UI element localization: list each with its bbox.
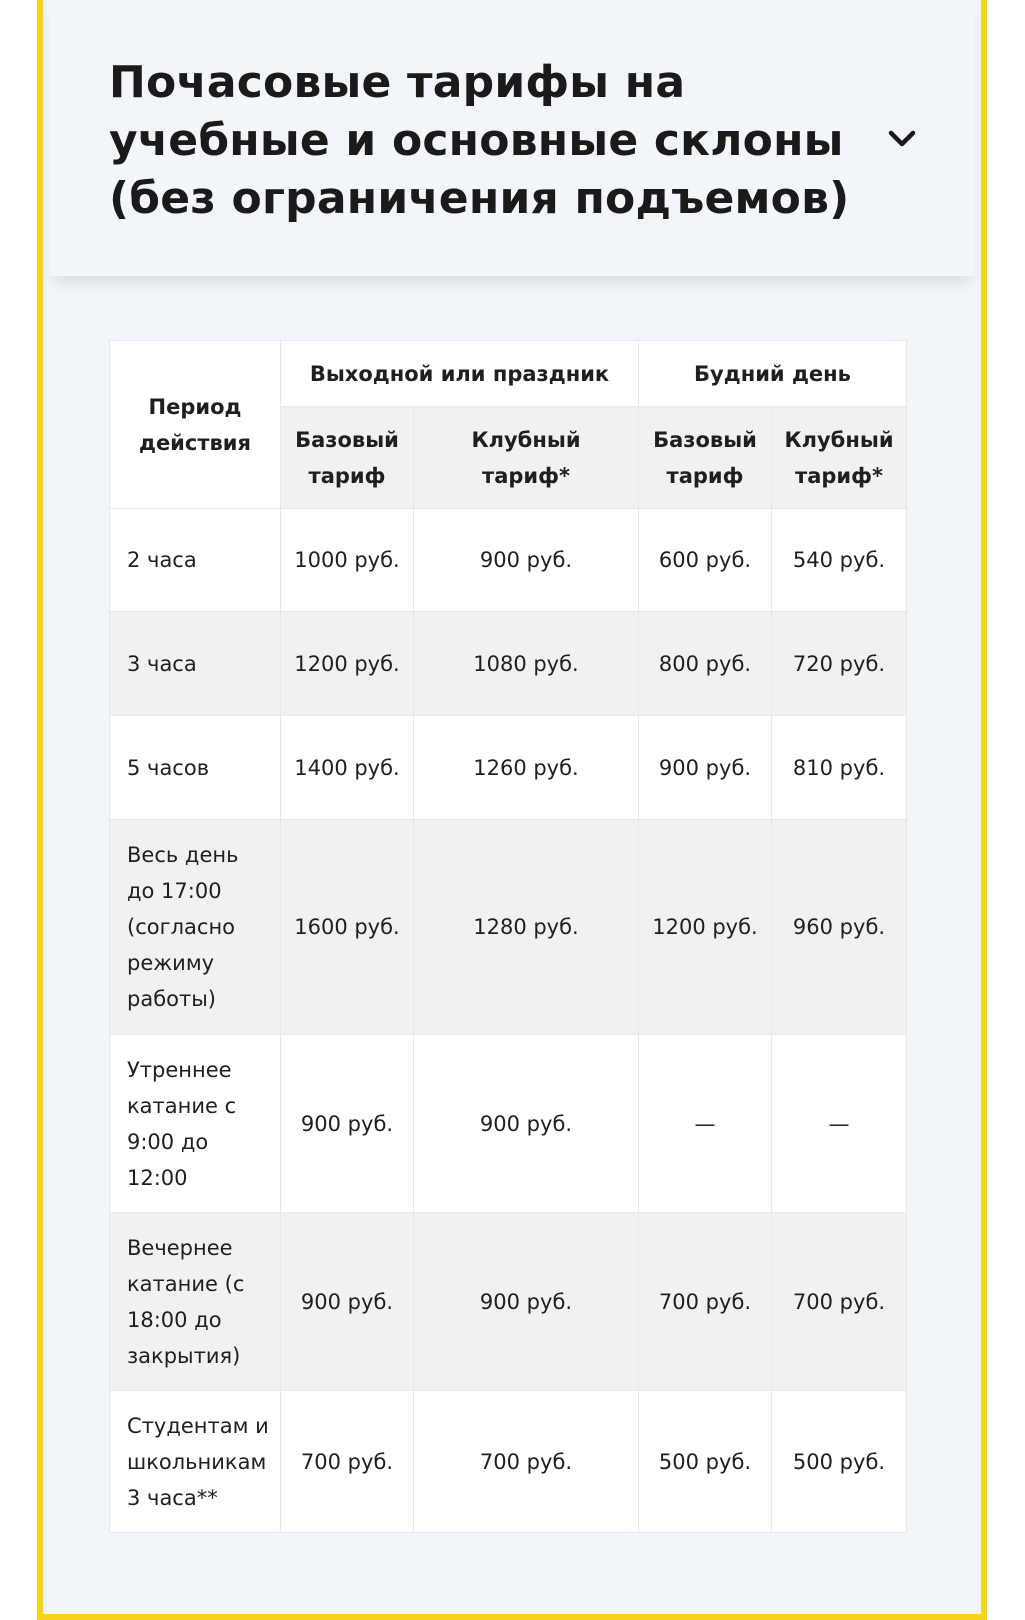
- period-cell: Утреннее катание с 9:00 до 12:00: [110, 1035, 281, 1213]
- tariff-table-wrapper: [109, 340, 906, 1533]
- price-cell: 700 руб.: [414, 1391, 639, 1533]
- subheader-weekday-club: Клубный тариф*: [772, 407, 907, 509]
- table-row: [110, 1035, 907, 1213]
- price-cell: 700 руб.: [281, 1391, 414, 1533]
- price-cell: 1600 руб.: [281, 820, 414, 1035]
- price-cell: 800 руб.: [639, 612, 772, 716]
- period-cell: Вечернее катание (с 18:00 до закрытия): [110, 1213, 281, 1391]
- period-header: Период действия: [110, 341, 281, 509]
- price-cell: 540 руб.: [772, 509, 907, 612]
- price-cell: —: [639, 1035, 772, 1213]
- period-cell: Весь день до 17:00 (согласно режиму работы): [110, 820, 281, 1035]
- price-cell: 1080 руб.: [414, 612, 639, 716]
- weekend-group-header: Выходной или праздник: [281, 341, 639, 407]
- table-row: [110, 1391, 907, 1533]
- price-cell: 900 руб.: [414, 509, 639, 612]
- price-cell: 1000 руб.: [281, 509, 414, 612]
- price-cell: 960 руб.: [772, 820, 907, 1035]
- subheader-weekday-base: Базовый тариф: [639, 407, 772, 509]
- accordion-title[interactable]: Почасовые тарифы на учебные и основные склоны (без ограничения подъемов): [109, 57, 850, 224]
- tariff-card: [37, 0, 987, 1620]
- table-row: [110, 1213, 907, 1391]
- price-cell: 1400 руб.: [281, 716, 414, 820]
- price-cell: 900 руб.: [639, 716, 772, 820]
- tariff-table: [109, 340, 907, 1533]
- period-cell: 2 часа: [110, 509, 281, 612]
- table-row: [110, 509, 907, 612]
- price-cell: 1200 руб.: [281, 612, 414, 716]
- price-cell: 700 руб.: [772, 1213, 907, 1391]
- period-cell: 5 часов: [110, 716, 281, 820]
- price-cell: 1280 руб.: [414, 820, 639, 1035]
- price-cell: —: [772, 1035, 907, 1213]
- weekday-group-header: Будний день: [639, 341, 907, 407]
- period-cell: 3 часа: [110, 612, 281, 716]
- price-cell: 900 руб.: [414, 1213, 639, 1391]
- price-cell: 900 руб.: [414, 1035, 639, 1213]
- chevron-down-icon[interactable]: [887, 128, 917, 150]
- price-cell: 500 руб.: [772, 1391, 907, 1533]
- subheader-weekend-club: Клубный тариф*: [414, 407, 639, 509]
- accordion-header[interactable]: [49, 0, 975, 276]
- table-row: [110, 612, 907, 716]
- price-cell: 720 руб.: [772, 612, 907, 716]
- price-cell: 900 руб.: [281, 1035, 414, 1213]
- price-cell: 500 руб.: [639, 1391, 772, 1533]
- table-row: [110, 716, 907, 820]
- price-cell: 810 руб.: [772, 716, 907, 820]
- period-cell: Студентам и школьникам 3 часа**: [110, 1391, 281, 1533]
- price-cell: 900 руб.: [281, 1213, 414, 1391]
- price-cell: 1200 руб.: [639, 820, 772, 1035]
- price-cell: 1260 руб.: [414, 716, 639, 820]
- price-cell: 700 руб.: [639, 1213, 772, 1391]
- price-cell: 600 руб.: [639, 509, 772, 612]
- subheader-weekend-base: Базовый тариф: [281, 407, 414, 509]
- table-row: [110, 820, 907, 1035]
